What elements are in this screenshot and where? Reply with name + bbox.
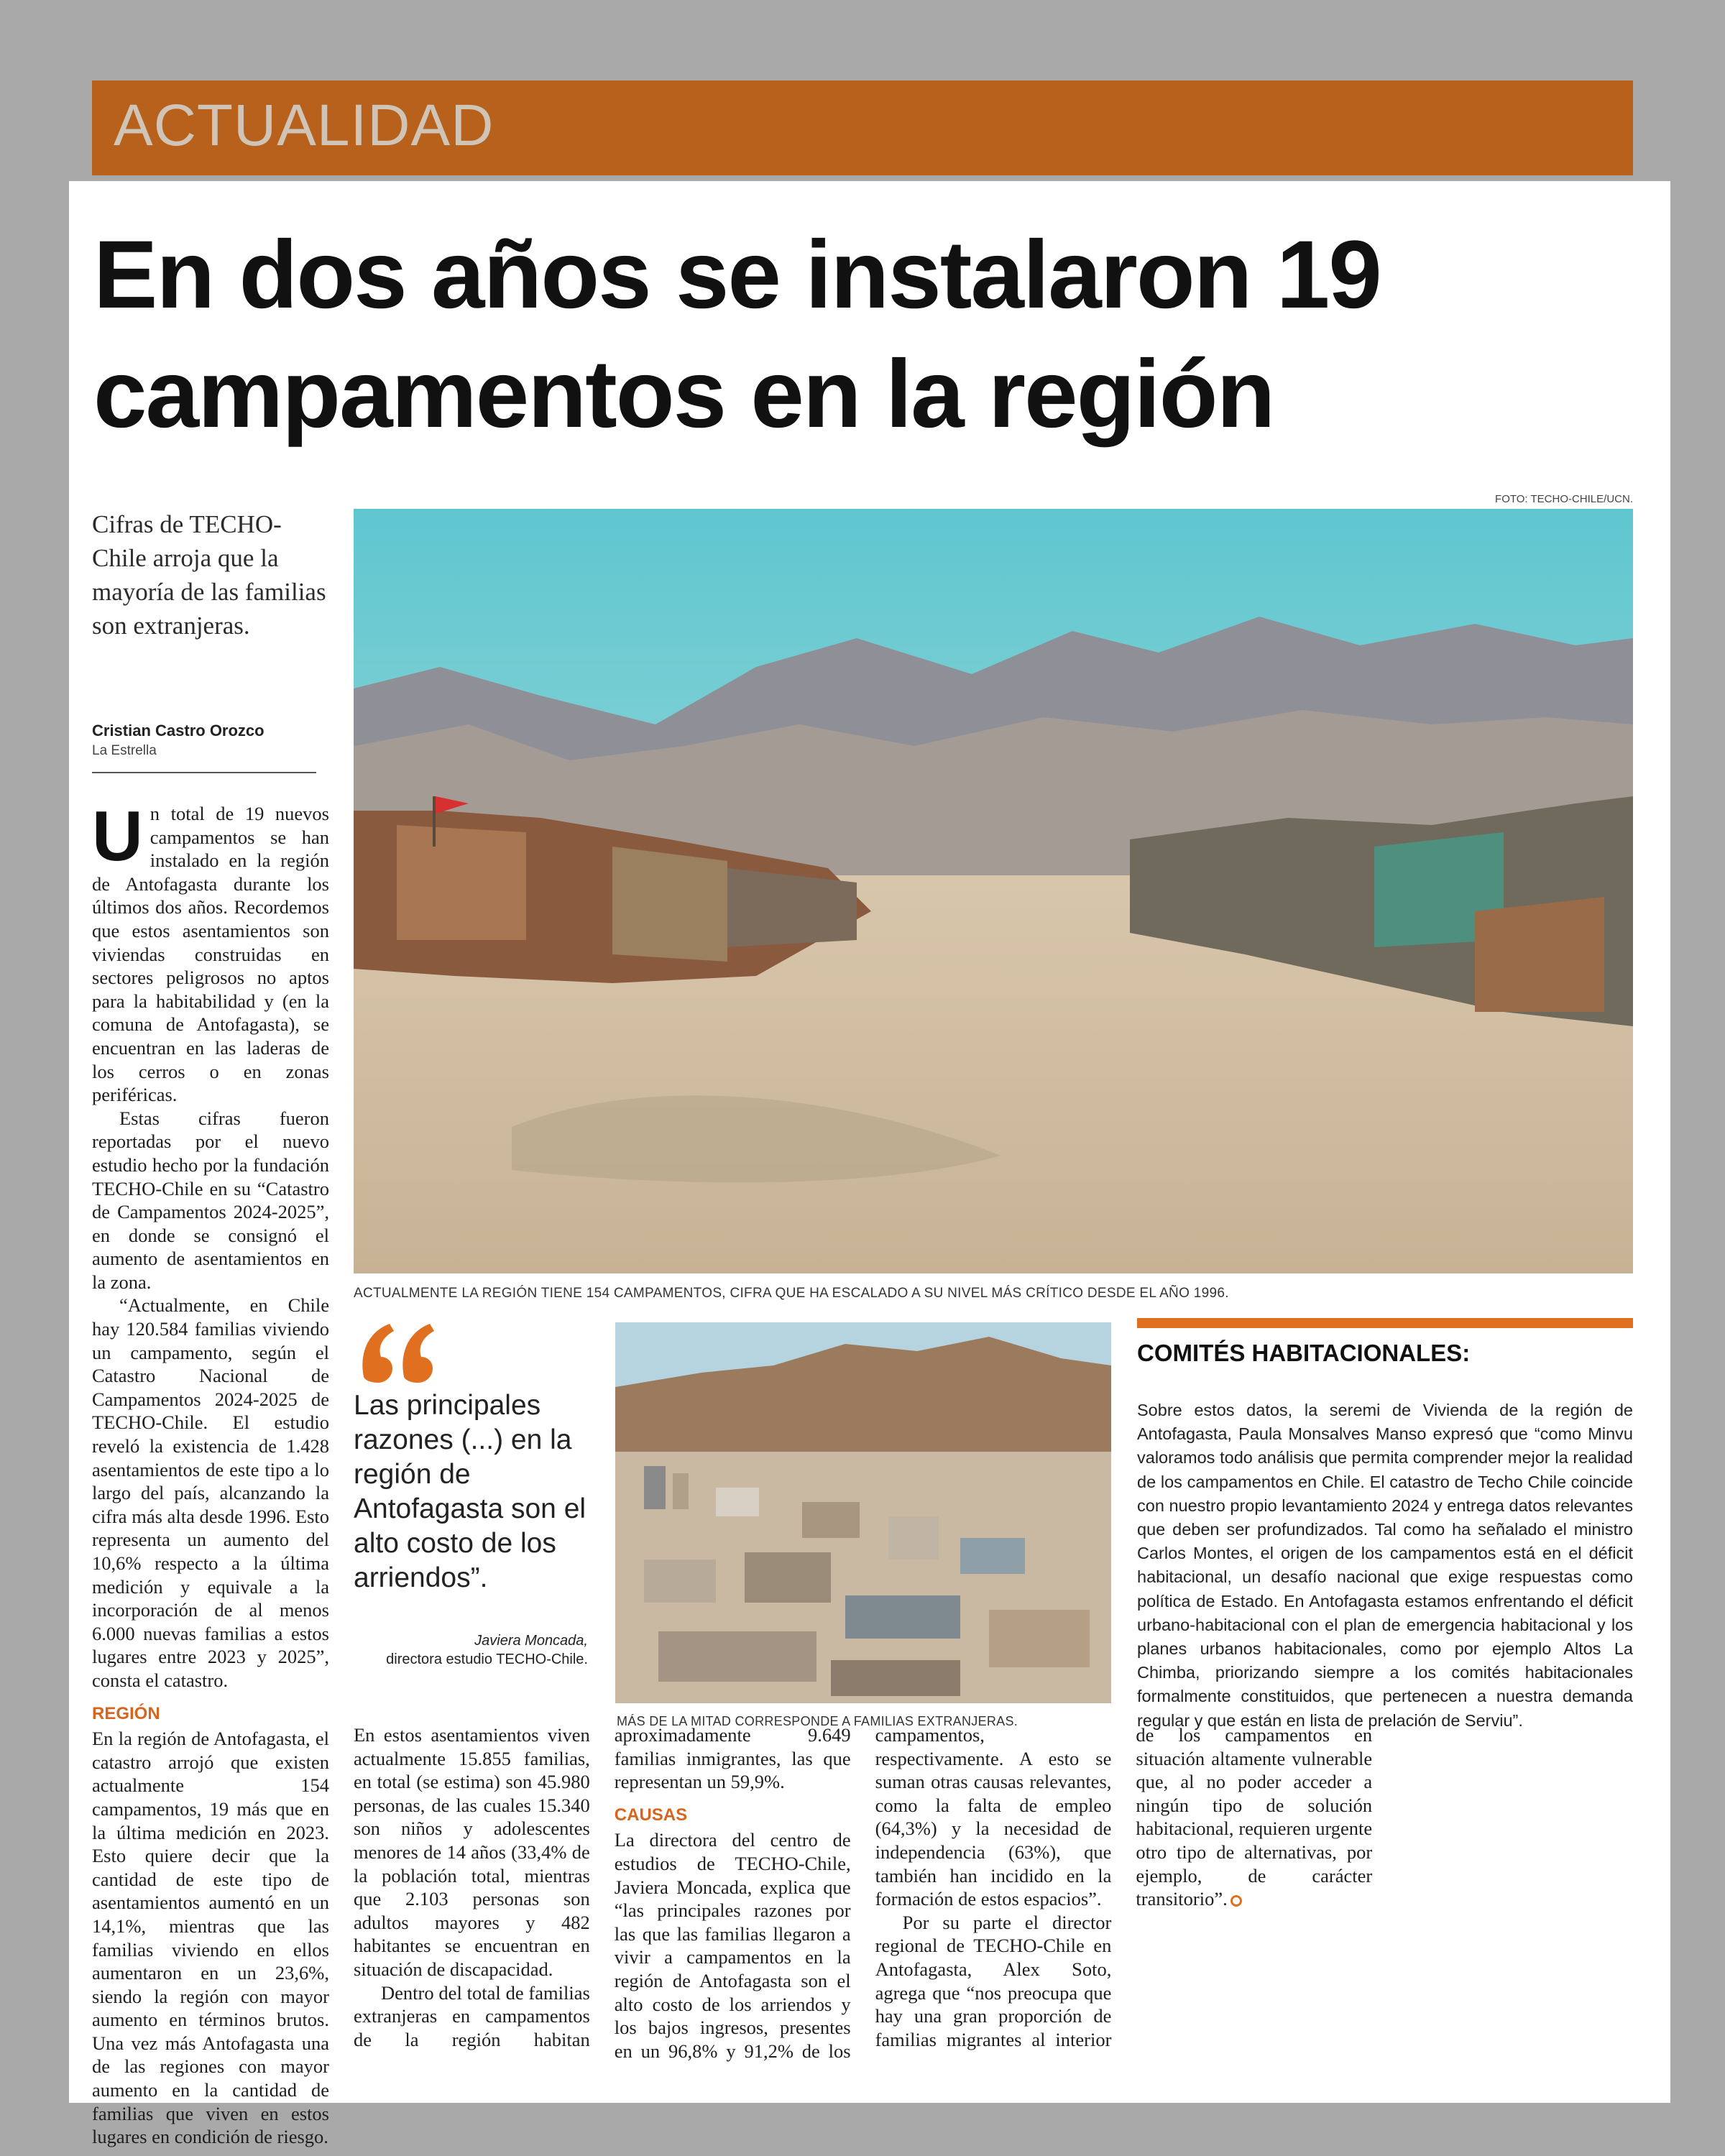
city-photo (615, 1322, 1111, 1703)
section-bar (92, 80, 1633, 175)
quote-mark-icon (356, 1319, 443, 1384)
paragraph-1: n total de 19 nuevos campamentos se han instalado en la región de Antofagasta durante los últimos dos años. Recordemos que estos asentamientos son viviendas construidas en sectores peligrosos no aptos para la habitabilidad y (en la comuna de Antofagasta), se encuentran en las laderas de los cerros o en zonas periféricas. (92, 803, 329, 1106)
quote-attribution (354, 1631, 588, 1669)
main-photo-caption: ACTUALMENTE LA REGIÓN TIENE 154 CAMPAMENTOS, CIFRA QUE HA ESCALADO A SU NIVEL MÁS CRÍTICO DESDE EL AÑO 1996. (354, 1286, 1229, 1301)
paragraph-5: En estos asentamientos viven actualmente 15.855 familias, en total (se estima) son 45.980 personas, de las cuales 15.340 son niños y adolescentes menores de 14 años (33,4% de la población total, mientras que 2.103 personas son adultos mayores y 482 habitantes se encuentran en situación de discapacidad. (354, 1724, 590, 1980)
city-photo-caption: MÁS DE LA MITAD CORRESPONDE A FAMILIAS EXTRANJERAS. (617, 1714, 1018, 1728)
article-column-1 (92, 796, 329, 2148)
byline-author: Cristian Castro Orozco (92, 722, 264, 740)
byline-outlet: La Estrella (92, 743, 157, 758)
byline-divider (92, 772, 316, 773)
photo-credit: FOTO: TECHO-CHILE/UCN. (1495, 493, 1633, 505)
paragraph-3: “Actualmente, en Chile hay 120.584 familias viviendo un campamento, según el Catastro Nacional de Campamentos 2024-2025 de TECHO-Chile. El estudio reveló la existencia de 1.428 asentamientos de este tipo a lo largo del país, alcanzando la cifra más alta desde 1996. Esto representa un aumento del 10,6% respecto a la última medición y equivale a la incorporación de al menos 6.000 nuevas familias a estos lugares entre 2023 y 2025”, consta el catastro. (92, 1294, 329, 1691)
main-photo (354, 509, 1633, 1273)
box-title: COMITÉS HABITACIONALES: (1137, 1340, 1471, 1366)
subhead-causas: CAUSAS (614, 1805, 688, 1825)
dropcap: U (92, 796, 143, 875)
paragraph-4: En la región de Antofagasta, el catastro arrojó que existen actualmente 154 campamentos, 19 más que en la última medición en 2023. Esto quiere decir que la cantidad de este tipo de asentamientos aumentó en un 14,1%, mientras que las familias viviendo en ellos aumentaron en un 23,6%, siendo la región con mayor aumento en términos brutos. Una vez más Antofagasta una de las regiones con mayor aumento en la cantidad de familias que viven en estos lugares en condición de riesgo. (92, 1728, 329, 2148)
quote-author-role: directora estudio TECHO-Chile. (386, 1651, 588, 1667)
pull-quote: Las principales razones (...) en la región de Antofagasta son el alto costo de los arriendos”. (354, 1390, 586, 1593)
end-mark-icon (1230, 1895, 1242, 1907)
quote-author-name: Javiera Moncada, (474, 1633, 588, 1649)
box-text: Sobre estos datos, la seremi de Vivienda de la región de Antofagasta, Paula Monsalves Manso expresó que “como Minvu valoramos todo análisis que permita comprender mejor la realidad de los campamentos en Chile. El catastro de Techo Chile coincide con nuestro propio levantamiento 2024 y entrega datos relevantes que deben ser profundizados. Tal como ha señalado el ministro Carlos Montes, el origen de los campamentos está en el déficit habitacional, un desafío nacional que exige respuestas como política de Estado. En Antofagasta estamos enfrentando el déficit urbano-habitacional con el plan de emergencia habitacional y los planes urbanos habitacionales, como por ejemplo Altos La Chimba, priorizando siempre a los comités habitacionales formalmente constituidos, que pertenecen a nuestra demanda regular y que están en lista de prelación de Serviu”. (1137, 1401, 1633, 1730)
section-label: ACTUALIDAD (114, 93, 494, 158)
headline: En dos años se instalaron 19 campamentos en la región (93, 221, 1381, 448)
paragraph-2: Estas cifras fueron reportadas por el nuevo estudio hecho por la fundación TECHO-Chile en su “Catastro de Campamentos 2024-2025”, en donde se consignó el aumento de asentamientos en la zona. (92, 1107, 329, 1293)
paragraph-6: Dentro del total de familias extranjeras en campamentos de la región habitan aproximadamente 9.649 familias inmigrantes, las que representan un 59,9%. (354, 1724, 851, 2050)
paragraph-7: La directora del centro de estudios de TECHO-Chile, Javiera Moncada, explica que “las principales razones por las que las familias llegaron a vivir a campamentos en la región de Antofagasta son el alto costo de los arriendos y los bajos ingresos, presentes en un 96,8% y 91,2% de los campamentos, respectivamente. A esto se suman otras causas relevantes, como la falta de empleo (64,3%) y la necesidad de independencia (63%), que también han incidido en la formación de estos espacios”. (614, 1724, 1112, 2062)
box-rule (1137, 1318, 1633, 1328)
lede: Cifras de TECHO-Chile arroja que la mayoría de las familias son extranjeras. (92, 510, 326, 640)
article-columns-lower (354, 1723, 1633, 2071)
subhead-region: REGIÓN (92, 1703, 160, 1723)
paragraph-8-text: Por su parte el director regional de TECHO-Chile en Antofagasta, Alex Soto, agrega que “nos preocupa que hay una gran proporción de familias migrantes al interior de los campamentos en situación altamente vulnerable que, al no poder acceder a ningún tipo de solución habitacional, requieren urgente otro tipo de alternativas, por ejemplo, de carácter transitorio”. (875, 1724, 1373, 2050)
